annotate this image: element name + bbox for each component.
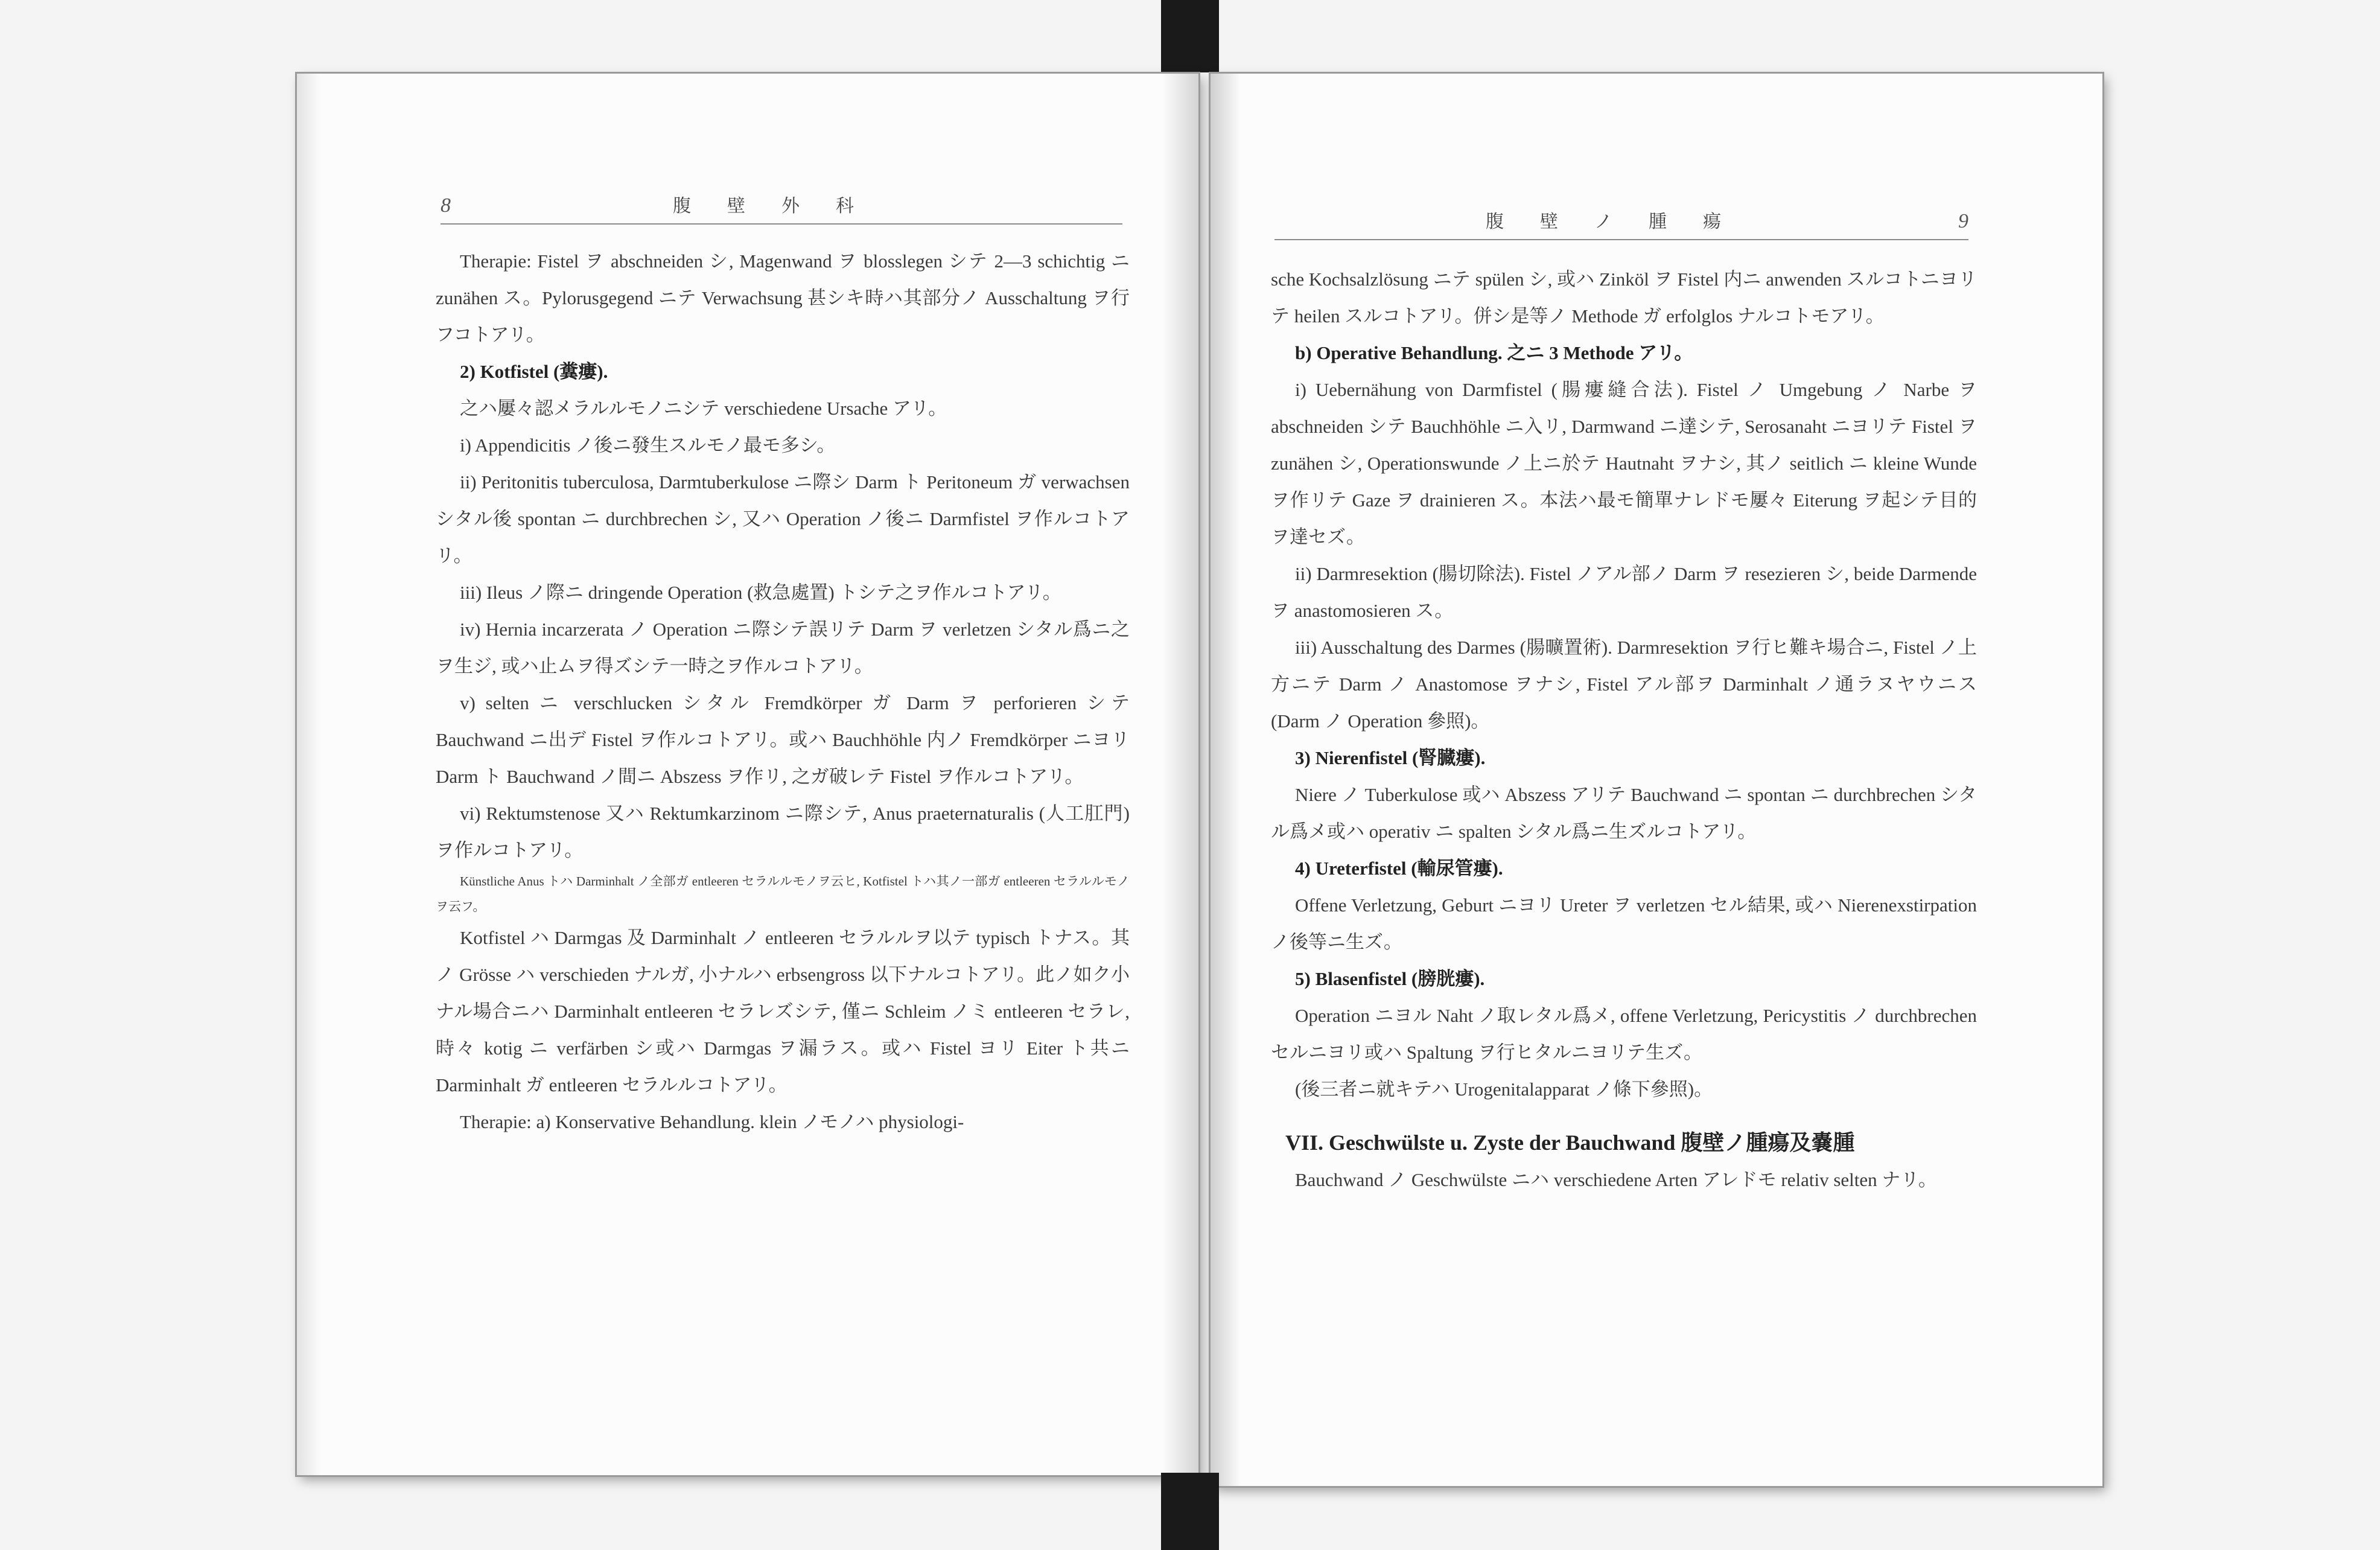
paragraph: i) Appendicitis ノ後ニ發生スルモノ最モ多シ。 xyxy=(460,435,836,456)
section-title: VII. Geschwülste u. Zyste der Bauchwand 腹壁ノ腫瘍及嚢腫 xyxy=(1285,1131,1855,1155)
page-number: 8 xyxy=(441,194,451,217)
subheading: b) Operative Behandlung. 之ニ 3 Methode アリ。 xyxy=(1295,342,1693,363)
gutter-shadow xyxy=(1162,74,1198,1475)
paragraph: vi) Rektumstenose 又ハ Rektumkarzinom ニ際シテ, Anus praeternaturalis (人工肛門) ヲ作ルコトアリ。 xyxy=(436,803,1130,861)
page-header xyxy=(441,187,1122,225)
page-body xyxy=(1271,261,1977,1198)
paragraph: iv) Hernia incarzerata ノ Operation ニ際シテ誤リテ Darm ヲ verletzen シタル爲ニ之ヲ生ジ, 或ハ止ムヲ得ズシテ一時之ヲ作ルコトアリ。 xyxy=(436,619,1130,677)
paragraph: Therapie: a) Konservative Behandlung. klein ノモノハ physiologi- xyxy=(460,1111,964,1132)
subheading: 4) Ureterfistel (輸尿管瘻). xyxy=(1295,858,1503,879)
paragraph: iii) Ausschaltung des Darmes (腸曠置術). Darmresektion ヲ行ヒ難キ場合ニ, Fistel ノ上方ニテ Darm ノ Anastomose ヲナシ, Fistel アル部ヲ Darminhalt ノ通ラヌヤウニス (Darm ノ Operation 參照)。 xyxy=(1271,637,1977,732)
running-title: 腹壁ノ腫瘍 xyxy=(1486,212,1757,232)
bookmark-ribbon-bottom xyxy=(1161,1473,1219,1550)
page-body xyxy=(436,243,1130,1140)
paragraph: Operation ニヨル Naht ノ取レタル爲メ, offene Verletzung, Pericystitis ノ durchbrechen セルニヨリ或ハ Spaltung ヲ行ヒタルニヨリテ生ズ。 xyxy=(1271,1005,1977,1063)
subheading: 3) Nierenfistel (腎臓瘻). xyxy=(1295,747,1486,768)
paragraph: v) selten ニ verschlucken シタル Fremdkörper ガ Darm ヲ perforieren シテ Bauchwand ニ出デ Fistel ヲ作ルコトアリ。或ハ Bauchhöhle 内ノ Fremdkörper ニヨリ Darm ト Bauchwand ノ間ニ Abszess ヲ作リ, 之ガ破レテ Fistel ヲ作ルコトアリ。 xyxy=(436,692,1130,787)
paragraph: ii) Darmresektion (腸切除法). Fistel ノアル部ノ Darm ヲ resezieren シ, beide Darmende ヲ anastomosieren ス。 xyxy=(1271,563,1977,621)
page-number: 9 xyxy=(1958,210,1968,232)
paragraph: iii) Ileus ノ際ニ dringende Operation (救急處置) トシテ之ヲ作ルコトアリ。 xyxy=(460,582,1061,603)
subheading: 5) Blasenfistel (膀胱瘻). xyxy=(1295,968,1485,989)
right-page xyxy=(1211,74,2102,1486)
paragraph: 之ハ屢々認メラルルモノニシテ verschiedene Ursache アリ。 xyxy=(460,398,947,419)
left-page xyxy=(297,74,1198,1475)
paragraph: Kotfistel ハ Darmgas 及 Darminhalt ノ entleeren セラルルヲ以テ typisch トナス。其ノ Grösse ハ verschieden ナルガ, 小ナルハ erbsengross 以下ナルコトアリ。此ノ如ク小ナル場合ニハ Darminhalt entleeren セラレズシテ, 僅ニ Schleim ノミ entleeren セラレ, 時々 kotig ニ verfärben シ或ハ Darmgas ヲ漏ラス。或ハ Fistel ヨリ Eiter ト共ニ Darminhalt ガ entleeren セラルルコトアリ。 xyxy=(436,927,1130,1096)
bookmark-ribbon-top xyxy=(1161,0,1219,72)
footnote: Künstliche Anus トハ Darminhalt ノ全部ガ entleeren セラルルモノヲ云ヒ, Kotfistel トハ其ノ一部ガ entleeren セラルルモノヲ云フ。 xyxy=(436,874,1130,914)
running-title: 腹壁外科 xyxy=(673,196,890,216)
paragraph: i) Uebernähung von Darmfistel (腸瘻縫合法). Fistel ノ Umgebung ノ Narbe ヲ abschneiden シテ Bauchhöhle ニ入リ, Darmwand ニ達シテ, Serosanaht ニヨリテ Fistel ヲ zunähen シ, Operationswunde ノ上ニ於テ Hautnaht ヲナシ, 其ノ seitlich ニ kleine Wunde ヲ作リテ Gaze ヲ drainieren ス。本法ハ最モ簡單ナレドモ屢々 Eiterung ヲ起シテ目的ヲ達セズ。 xyxy=(1271,379,1977,547)
paragraph: Therapie: Fistel ヲ abschneiden シ, Magenwand ヲ blosslegen シテ 2—3 schichtig ニ zunähen ス。Pylorusgegend ニテ Verwachsung 甚シキ時ハ其部分ノ Ausschaltung ヲ行フコトアリ。 xyxy=(436,250,1130,345)
paragraph: Offene Verletzung, Geburt ニヨリ Ureter ヲ verletzen セル結果, 或ハ Nierenexstirpation ノ後等ニ生ズ。 xyxy=(1271,895,1977,952)
paragraph: sche Kochsalzlösung ニテ spülen シ, 或ハ Zinköl ヲ Fistel 内ニ anwenden スルコトニヨリテ heilen スルコトアリ。併シ是等ノ Methode ガ erfolglos ナルコトモアリ。 xyxy=(1271,269,1977,327)
page-header xyxy=(1274,203,1968,240)
gutter-shadow xyxy=(1211,74,1241,1486)
paragraph: (後三者ニ就キテハ Urogenitalapparat ノ條下參照)。 xyxy=(1295,1079,1713,1100)
paragraph: Bauchwand ノ Geschwülste ニハ verschiedene Arten アレドモ relativ selten ナリ。 xyxy=(1295,1169,1937,1190)
paragraph: ii) Peritonitis tuberculosa, Darmtuberkulose ニ際シ Darm ト Peritoneum ガ verwachsen シタル後 spontan ニ durchbrechen シ, 又ハ Operation ノ後ニ Darmfistel ヲ作ルコトアリ。 xyxy=(436,471,1130,566)
paragraph: Niere ノ Tuberkulose 或ハ Abszess アリテ Bauchwand ニ spontan ニ durchbrechen シタル爲メ或ハ operativ ニ spalten シタル爲ニ生ズルコトアリ。 xyxy=(1271,784,1977,842)
page-edge-shadow xyxy=(297,74,321,1475)
subheading: 2) Kotfistel (糞瘻). xyxy=(460,361,608,382)
